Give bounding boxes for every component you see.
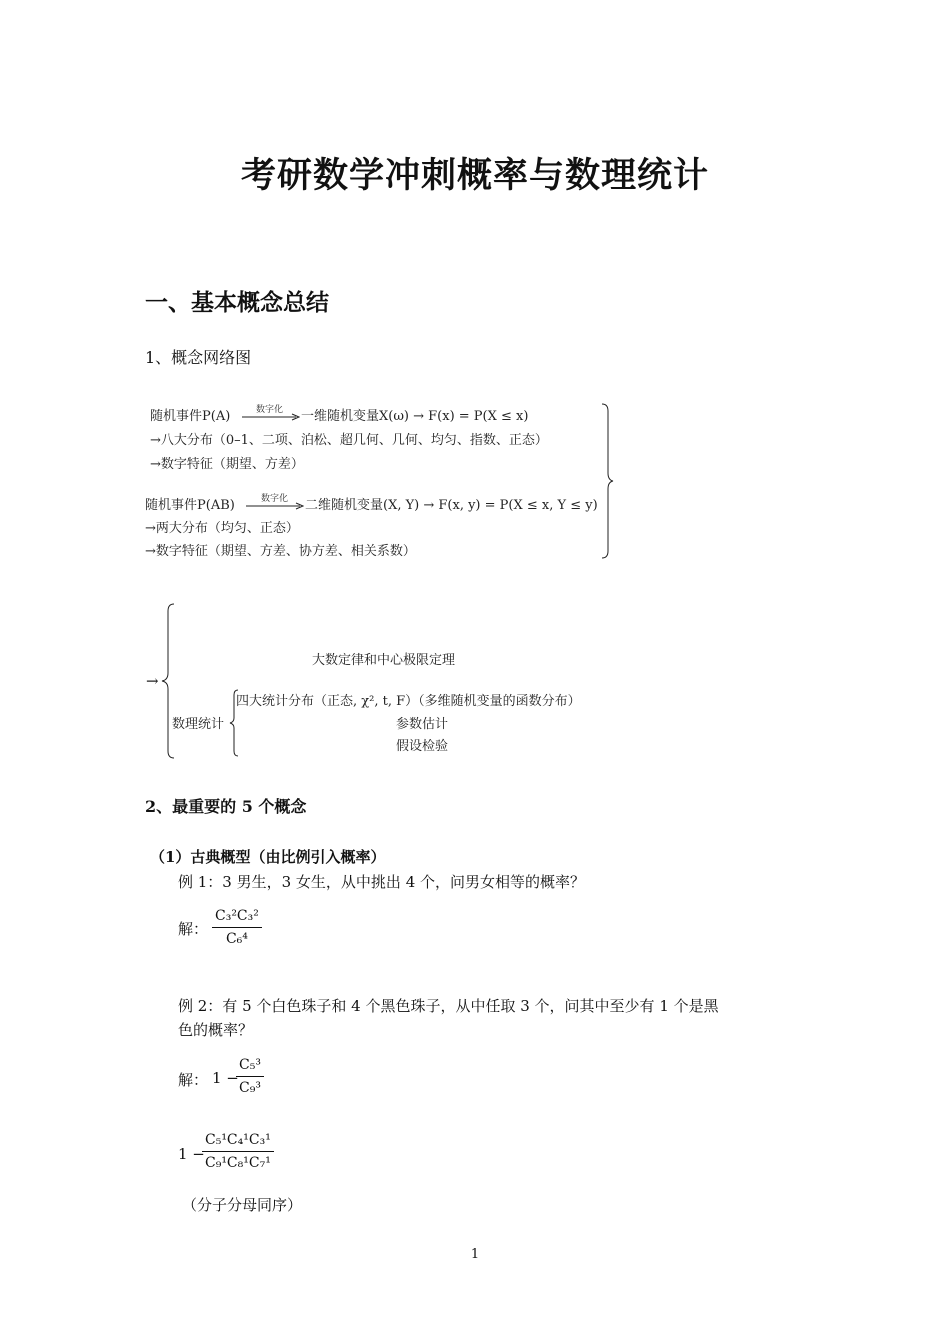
map-arrow-text: → xyxy=(146,672,159,690)
map-line-3: →数字特征（期望、方差） xyxy=(150,457,304,472)
section-heading: 一、基本概念总结 xyxy=(145,289,329,316)
stat-parameter-estimation: 参数估计 xyxy=(396,717,449,732)
one-minus-1: 1 − xyxy=(212,1069,239,1087)
solution-label-1: 解： xyxy=(178,920,209,938)
fraction-ex1 xyxy=(212,905,262,950)
stat-distributions: 四大统计分布（正态, χ², t, F）（多维随机变量的函数分布） xyxy=(236,694,581,709)
map-line-6: →数字特征（期望、方差、协方差、相关系数） xyxy=(145,544,416,559)
fraction-ex2-den: C₉³ xyxy=(239,1080,261,1096)
lln-text: 大数定律和中心极限定理 xyxy=(312,653,456,668)
map-line-1-b: 一维随机变量X(ω) → F(x) = P(X ≤ x) xyxy=(301,409,529,424)
fraction-ex2-num: C₅³ xyxy=(239,1057,261,1073)
right-brace xyxy=(600,403,614,559)
classical-model-heading: （1）古典概型（由比例引入概率） xyxy=(150,848,386,866)
map-arrow-label-1: 数字化 xyxy=(256,405,284,415)
map-line-1-a: 随机事件P(A) xyxy=(150,409,231,424)
fraction-ex2 xyxy=(236,1054,264,1099)
one-minus-2: 1 − xyxy=(178,1145,205,1163)
subsection-five-concepts: 2、最重要的 5 个概念 xyxy=(145,797,307,816)
fraction-ex1-num: C₃²C₃² xyxy=(215,908,259,924)
fraction-ex2b-den: C₉¹C₈¹C₇¹ xyxy=(205,1155,271,1171)
fraction-ex1-den: C₆⁴ xyxy=(225,931,248,947)
map-line-4-a: 随机事件P(AB) xyxy=(145,498,235,513)
stats-label: 数理统计 xyxy=(172,717,225,732)
note-same-order: （分子分母同序） xyxy=(182,1196,303,1214)
fraction-ex2b-num: C₅¹C₄¹C₃¹ xyxy=(205,1132,271,1148)
example-2-line-2: 色的概率？ xyxy=(178,1021,254,1039)
fraction-ex2b xyxy=(202,1129,274,1174)
left-brace-outer xyxy=(160,603,176,759)
example-2-line-1: 例 2：有 5 个白色珠子和 4 个黑色珠子，从中任取 3 个，问其中至少有 1 个是黑 xyxy=(178,997,719,1015)
solution-label-2: 解： xyxy=(178,1071,209,1089)
map-arrow-1 xyxy=(242,412,300,422)
example-1: 例 1：3 男生，3 女生，从中挑出 4 个，问男女相等的概率？ xyxy=(178,873,586,891)
page-number: 1 xyxy=(470,1247,480,1262)
page-title: 考研数学冲刺概率与数理统计 xyxy=(240,155,709,196)
subsection-concept-map: 1、概念网络图 xyxy=(145,348,252,367)
map-line-2: →八大分布（0–1、二项、泊松、超几何、几何、均匀、指数、正态） xyxy=(150,433,548,448)
map-arrow-label-2: 数字化 xyxy=(261,494,289,504)
map-line-5: →两大分布（均匀、正态） xyxy=(145,521,299,536)
map-arrow-2 xyxy=(246,501,304,511)
map-line-4-b: 二维随机变量(X, Y) → F(x, y) = P(X ≤ x, Y ≤ y) xyxy=(305,498,598,513)
stat-hypothesis-test: 假设检验 xyxy=(396,739,449,754)
